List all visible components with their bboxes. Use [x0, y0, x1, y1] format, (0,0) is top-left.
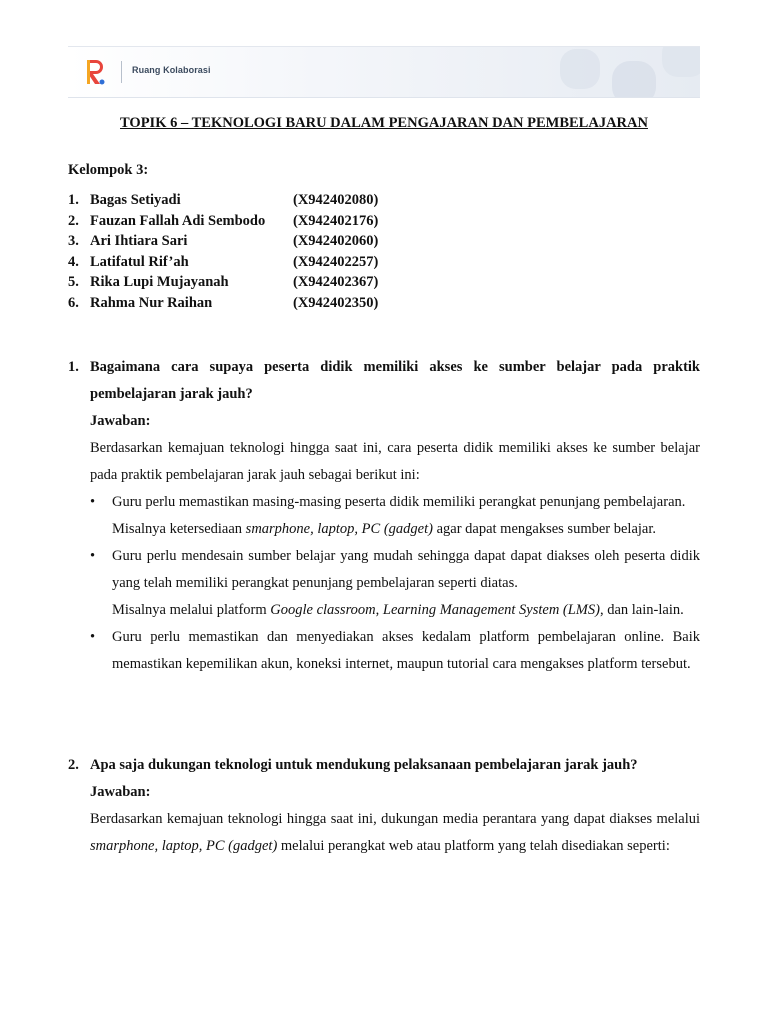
answer-label: Jawaban: [90, 784, 151, 800]
member-id: (X942402367) [293, 274, 379, 290]
answer-bullet-list [90, 489, 700, 678]
member-row [68, 213, 468, 234]
bullet-text: Guru perlu memastikan dan menyediakan akses kedalam platform pembelajaran online. Baik memastikan kepemilikan akun, koneksi internet, maupun tutorial cara mengakses platform tersebut. [112, 629, 700, 672]
member-number: 5. [68, 274, 79, 290]
answer-intro-prefix: Berdasarkan kemajuan teknologi hingga saat ini, dukungan media perantara yang dapat diakses melalui [90, 811, 700, 827]
bullet-example-suffix: agar dapat mengakses sumber belajar. [432, 521, 657, 537]
document-title: TOPIK 6 – TEKNOLOGI BARU DALAM PENGAJARAN DAN PEMBELAJARAN [120, 115, 648, 131]
member-name: Ari Ihtiara Sari [90, 233, 188, 249]
bullet-example-mid: , [375, 602, 383, 618]
answer-intro: Berdasarkan kemajuan teknologi hingga saat ini, cara peserta didik memiliki akses ke sumber belajar pada praktik pembelajaran jarak jauh sebagai berikut ini: [90, 440, 700, 483]
question-number: 2. [68, 757, 79, 773]
header-banner [68, 46, 700, 98]
bullet-example-prefix: Misalnya melalui platform [112, 602, 271, 618]
member-number: 2. [68, 212, 79, 229]
member-row [68, 233, 468, 254]
member-name: Latifatul Rif’ah [90, 253, 189, 270]
group-heading: Kelompok 3: [68, 162, 149, 178]
question-text: Bagaimana cara supaya peserta didik memiliki akses ke sumber belajar pada praktik pembelajaran jarak jauh? [90, 359, 700, 402]
bullet-text: Guru perlu mendesain sumber belajar yang mudah sehingga dapat dapat diakses oleh peserta didik yang telah memiliki perangkat penunjang pembelajaran seperti diatas. [112, 548, 700, 591]
member-row [68, 192, 468, 213]
question-1-section [68, 354, 700, 678]
bullet-text: Guru perlu memastikan masing-masing peserta didik memiliki perangkat penunjang pembelajaran. [112, 494, 686, 510]
member-number: 3. [68, 233, 79, 249]
question-text: Apa saja dukungan teknologi untuk mendukung pelaksanaan pembelajaran jarak jauh? [90, 757, 638, 773]
header-divider [121, 61, 122, 83]
answer-intro-suffix: melalui perangkat web atau platform yang telah disediakan seperti: [277, 838, 670, 854]
answer-bullet [90, 624, 700, 678]
answer-label: Jawaban: [90, 413, 151, 429]
member-list [68, 192, 468, 315]
member-name: Bagas Setiyadi [90, 192, 181, 208]
member-id: (X942402176) [293, 212, 379, 229]
bullet-icon: • [90, 548, 96, 564]
member-row [68, 254, 468, 275]
answer-intro-italic: smarphone, laptop, PC (gadget) [90, 838, 278, 854]
bullet-example-italic: smarphone, laptop, PC (gadget) [245, 521, 433, 537]
member-number: 1. [68, 192, 79, 208]
question-number: 1. [68, 359, 79, 375]
bullet-example-suffix: , dan lain-lain. [599, 602, 684, 618]
bullet-example-italic-2: Learning Management System (LMS) [382, 602, 600, 618]
member-id: (X942402060) [293, 233, 379, 249]
answer-bullet [90, 543, 700, 624]
bullet-example-italic: Google classroom [270, 602, 376, 618]
member-id: (X942402350) [293, 294, 379, 311]
member-row [68, 274, 468, 295]
member-name: Fauzan Fallah Adi Sembodo [90, 212, 266, 229]
member-row [68, 295, 468, 316]
banner-decoration [550, 47, 700, 97]
member-number: 4. [68, 253, 79, 270]
member-id: (X942402257) [293, 253, 379, 270]
answer-intro [90, 806, 700, 860]
member-number: 6. [68, 294, 79, 311]
ruang-kolaborasi-logo-icon [84, 57, 106, 87]
member-name: Rika Lupi Mujayanah [90, 274, 229, 290]
question-2-section [68, 752, 700, 860]
brand-name: Ruang Kolaborasi [132, 65, 211, 75]
bullet-example-prefix: Misalnya ketersediaan [112, 521, 246, 537]
answer-bullet [90, 489, 700, 543]
bullet-icon: • [90, 494, 96, 510]
bullet-icon: • [90, 629, 96, 645]
member-id: (X942402080) [293, 192, 379, 208]
member-name: Rahma Nur Raihan [90, 294, 213, 311]
